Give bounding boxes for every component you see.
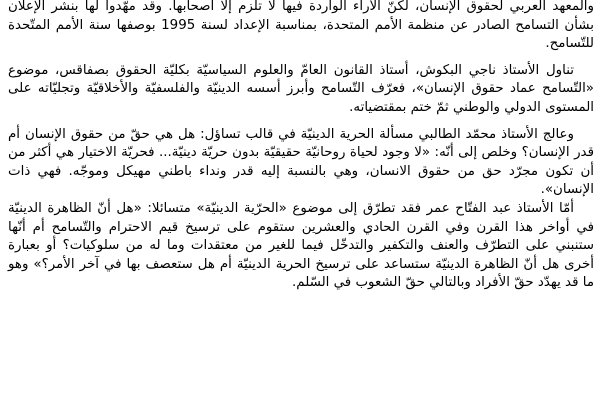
paragraph-gap (8, 54, 594, 62)
paragraph-omar: أمّا الأستاذ عبد الفتّاح عمر فقد تطرّق إلى موضوع «الحرّية الدينيّة» متسائلا: «هل أنّ الظاهرة الدينيّة في أواخر هذا القرن وفي القرن الحادي والعشرين ستقوم على ترسيخ قيم الاحترام والتّسامح أم أنّها ستنبني على التطرّف والعنف والتكفير والتدخّل فيما للغير من معتقدات وما له من سلوكيات؟ أو بعبارة أخرى هل أنّ الظاهرة الدينيّة ستساعد على ترسيخ الحرية الدينيّة أم هل ستعصف بها في آخر الأمر؟» وهو ما قد يهدّد حقّ الأفراد وبالتالي حقّ الشعوب في السّلم. (8, 200, 594, 291)
paragraph-talbi: وعالج الأستاذ محمّد الطالبي مسألة الحرية الدينيّة في قالب تساؤل: هل هي حقّ من حقوق الإنسان أم قدر الإنسان؟ وخلص إلى أنّه: «لا وجود لحياة روحانيّة حقيقيّة بدون حريّة دينيّة... فحريّة الاختيار هي أكثر من أن تكون مجرّد حق من حقوق الانسان، وهي بالنسبة إليه قدر ونداء باطني مهيكل وموجّه. فهي ذات الإنسان». (8, 126, 594, 198)
paragraph-gap (8, 118, 594, 126)
paragraph-intro: والمعهد العربي لحقوق الإنسان، لكنّ الآراء الواردة فيها لا تلزم إلاّ أصحابها. وقد مهّدوا لها بنشر الإعلان بشأن التسامح الصادر عن منظمة الأمم المتحدة، بمناسبة الإعداد لسنة 1995 بوصفها سنة الأمم المتّحدة للتّسامح. (8, 0, 594, 52)
paragraph-bakkouche: تناول الأستاذ ناجي البكوش، أستاذ القانون العامّ والعلوم السياسيّة بكليّة الحقوق بصفاقس، موضوع «التّسامح عماد حقوق الإنسان»، فعرّف التّسامح وأبرز أسسه الدينيّة والفلسفيّة والأخلاقيّة وتجليّاته على المستوى الدولي والوطني ثمّ ختم بمقتضياته. (8, 62, 594, 115)
